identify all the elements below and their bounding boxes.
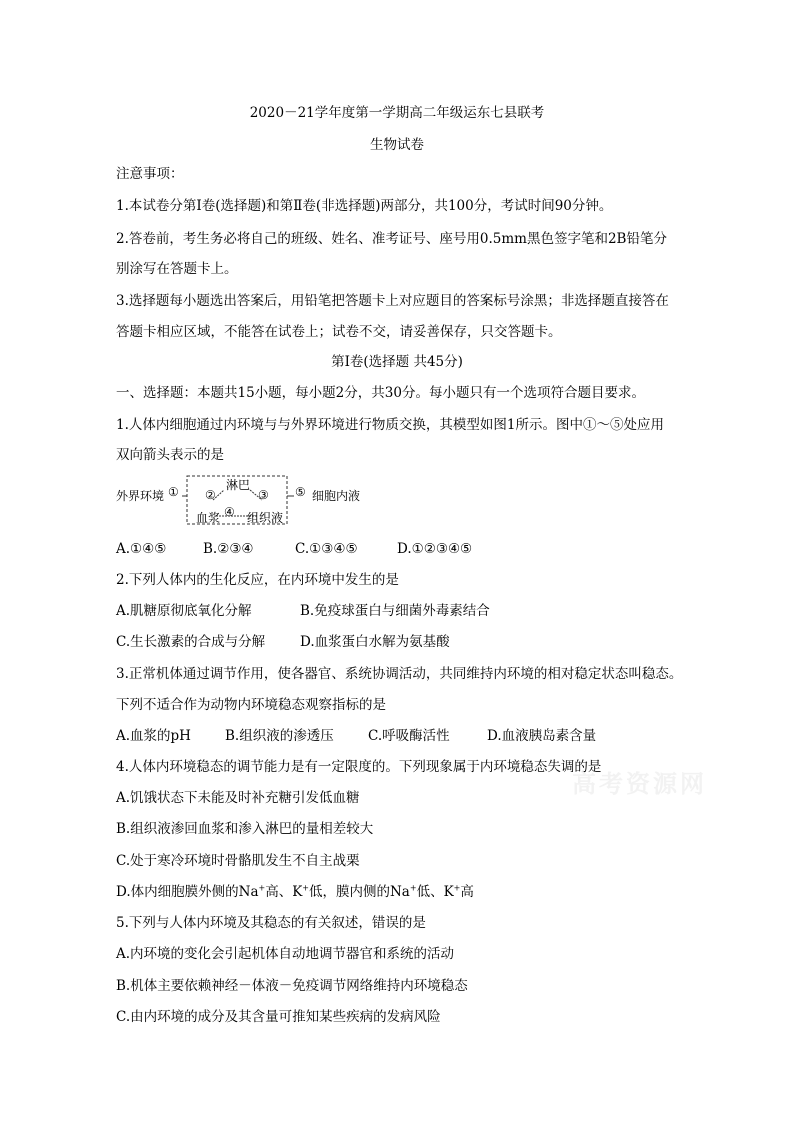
q2-option-d: D.血浆蛋白水解为氨基酸 [300,634,450,650]
label-cell-fluid: 细胞内液 [312,489,361,503]
section-instruction: 一、选择题：本题共15小题，每小题2分，共30分。每小题只有一个选项符合题目要求。 [116,385,645,401]
q3-stem-a: 3.正常机体通过调节作用，使各器官、系统协调活动，共同维持内环境的相对稳定状态叫稳态。 [116,666,683,682]
q4-stem: 4.人体内环境稳态的调节能力是有一定限度的。下列现象属于内环境稳态失调的是 [116,759,602,775]
q1-option-b: B.②③④ [203,541,254,557]
exam-subject: 生物试卷 [370,137,424,153]
notice-heading: 注意事项： [116,166,184,182]
exam-title: 2020－21学年度第一学期高二年级运东七县联考 [249,105,545,121]
q4-d-part4: 低、K [416,884,454,900]
superscript-plus: + [409,883,417,893]
q4-option-c: C.处于寒冷环境时骨骼肌发生不自主战栗 [116,853,360,869]
q4-option-d [116,883,474,901]
q3-option-d: D.血液胰岛素含量 [487,728,597,744]
q5-stem: 5.下列与人体内环境及其稳态的有关叙述，错误的是 [116,915,426,931]
marker-3: ③ [258,488,269,502]
q4-option-b: B.组织液渗回血浆和渗入淋巴的量相差较大 [116,821,374,837]
q5-option-b: B.机体主要依赖神经－体液－免疫调节网络维持内环境稳态 [116,978,468,994]
q5-option-a: A.内环境的变化会引起机体自动地调节器官和系统的活动 [116,946,455,962]
label-tissue-fluid: 组织液 [247,511,284,525]
q3-option-c: C.呼吸酶活性 [368,728,450,744]
label-outside: 外界环境 [116,489,165,503]
notice-line-2b: 别涂写在答题卡上。 [116,261,238,277]
q1-stem-b: 双向箭头表示的是 [116,447,224,463]
q2-option-c: C.生长激素的合成与分解 [116,634,266,650]
superscript-plus: + [453,883,461,893]
section-title: 第Ⅰ卷(选择题 共45分) [331,354,463,370]
marker-5: ⑤ [295,485,306,499]
label-plasma: 血浆 [196,511,221,525]
q2-option-a: A.肌糖原彻底氧化分解 [116,603,252,619]
q5-option-c: C.由内环境的成分及其含量可推知某些疾病的发病风险 [116,1009,441,1025]
superscript-plus: + [302,883,309,893]
notice-line-3b: 答题卡相应区域，不能答在试卷上；试卷不交，请妥善保存，只交答题卡。 [116,324,562,340]
q2-stem: 2.下列人体内的生化反应，在内环境中发生的是 [116,572,399,588]
notice-line-2a: 2.答卷前，考生务必将自己的班级、姓名、准考证号、座号用0.5mm黑色签字笔和2B铅笔分 [116,231,667,247]
q4-option-a: A.饥饿状态下未能及时补充糖引发低血糖 [116,790,360,806]
q2-option-b: B.免疫球蛋白与细菌外毒素结合 [300,603,490,619]
marker-1: ① [168,485,179,499]
q1-option-c: C.①③④⑤ [295,541,358,557]
marker-4: ④ [224,505,235,519]
superscript-plus: + [258,883,266,893]
notice-line-3a: 3.选择题每小题选出答案后，用铅笔把答题卡上对应题目的答案标号涂黑；非选择题直接答在 [116,293,669,309]
watermark: 高考资源网 [572,770,707,798]
label-lymph: 淋巴 [226,478,251,492]
q4-d-part5: 高 [460,884,474,900]
q4-d-part1: D.体内细胞膜外侧的Na [116,884,259,900]
q4-d-part2: 高、K [265,884,303,900]
q3-option-b: B.组织液的渗透压 [225,728,334,744]
q1-option-d: D.①②③④⑤ [397,541,473,557]
q1-stem-a: 1.人体内细胞通过内环境与与外界环境进行物质交换，其模型如图1所示。图中①～⑤处应用 [116,417,664,433]
q4-d-part3: 低，膜内侧的Na [309,884,410,900]
q3-option-a: A.血浆的pH [116,728,191,744]
notice-line-1: 1.本试卷分第Ⅰ卷(选择题)和第Ⅱ卷(非选择题)两部分，共100分，考试时间90分钟。 [116,198,613,214]
marker-2: ② [205,488,216,502]
q1-option-a: A.①④⑤ [116,541,167,557]
q3-stem-b: 下列不适合作为动物内环境稳态观察指标的是 [116,697,386,713]
